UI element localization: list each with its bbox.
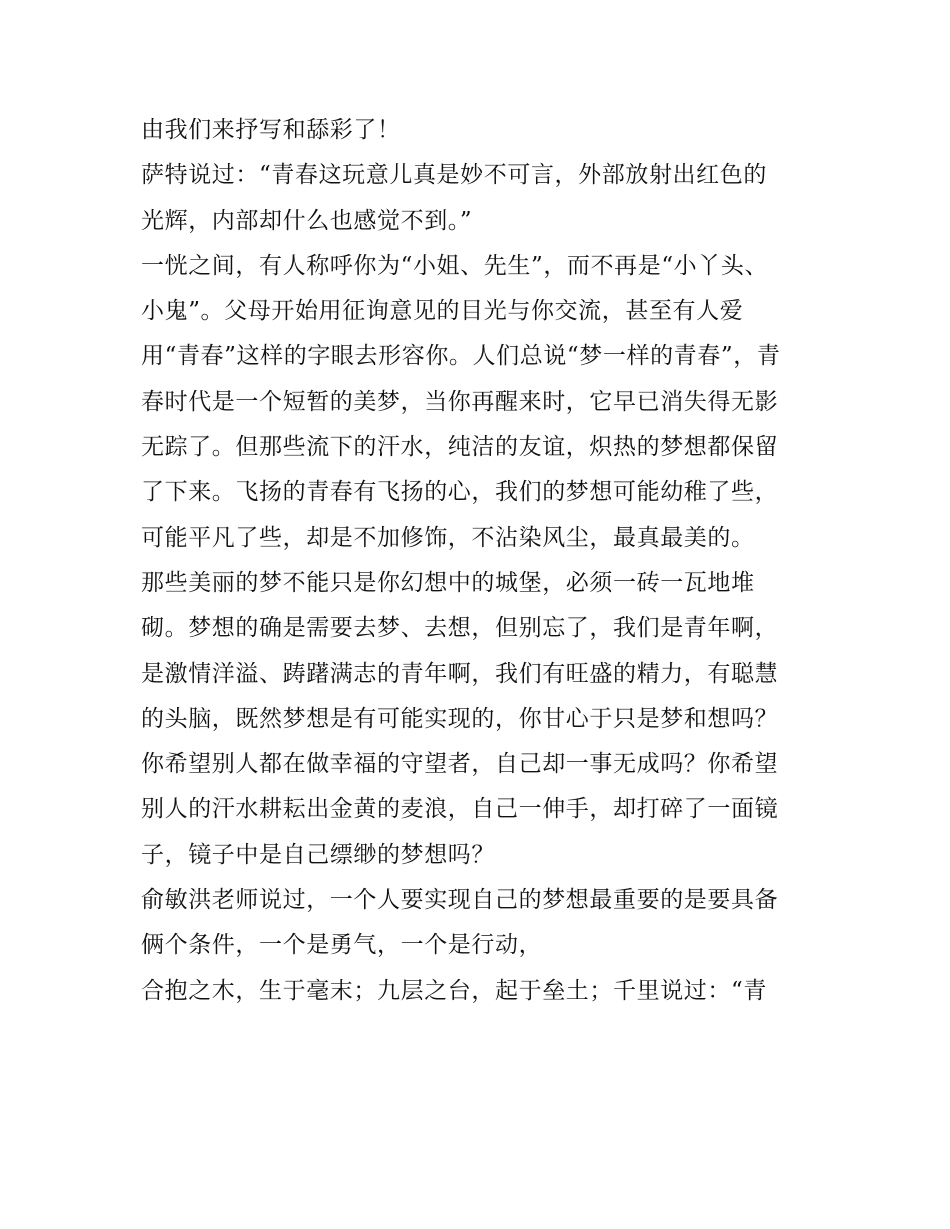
text-line: 春时代是一个短暂的美梦，当你再醒来时，它早已消失得无影 [141,388,779,415]
text-line: 光辉，内部却什么也感觉不到。” [141,207,473,234]
text-line: 合抱之木，生于毫末；九层之台，起于垒土；千里说过：“青 [141,977,767,1004]
text-line: 的头脑，既然梦想是有可能实现的，你甘心于只是梦和想吗？ [141,705,779,732]
text-line: 用“青春”这样的字眼去形容你。人们总说“梦一样的青春”，青 [141,343,781,370]
text-line: 你希望别人都在做幸福的守望者，自己却一事无成吗？你希望 [141,751,779,778]
text-line: 俩个条件，一个是勇气，一个是行动， [141,932,543,959]
text-line: 子，镜子中是自己缥缈的梦想吗？ [141,841,495,868]
text-line: 由我们来抒写和舔彩了！ [141,117,401,143]
text-line: 别人的汗水耕耘出金黄的麦浪，自己一伸手，却打碎了一面镜 [141,796,779,823]
text-line: 俞敏洪老师说过，一个人要实现自己的梦想最重要的是要具备 [141,887,779,914]
text-line: 了下来。飞扬的青春有飞扬的心，我们的梦想可能幼稚了些， [141,479,779,506]
body-text [141,108,821,1014]
text-line: 是激情洋溢、踌躇满志的青年啊，我们有旺盛的精力，有聪慧 [141,660,779,687]
text-line: 小鬼”。父母开始用征询意见的目光与你交流，甚至有人爱 [141,298,744,325]
text-line: 可能平凡了些，却是不加修饰，不沾染风尘，最真最美的。 [141,524,755,551]
text-line: 一恍之间，有人称呼你为“小姐、先生”，而不再是“小丫头、 [141,252,769,279]
text-line: 那些美丽的梦不能只是你幻想中的城堡，必须一砖一瓦地堆 [141,569,755,596]
text-line: 砌。梦想的确是需要去梦、去想，但别忘了，我们是青年啊， [141,615,779,642]
text-line: 萨特说过：“青春这玩意儿真是妙不可言，外部放射出红色的 [141,162,767,189]
text-line: 无踪了。但那些流下的汗水，纯洁的友谊，炽热的梦想都保留 [141,434,779,461]
